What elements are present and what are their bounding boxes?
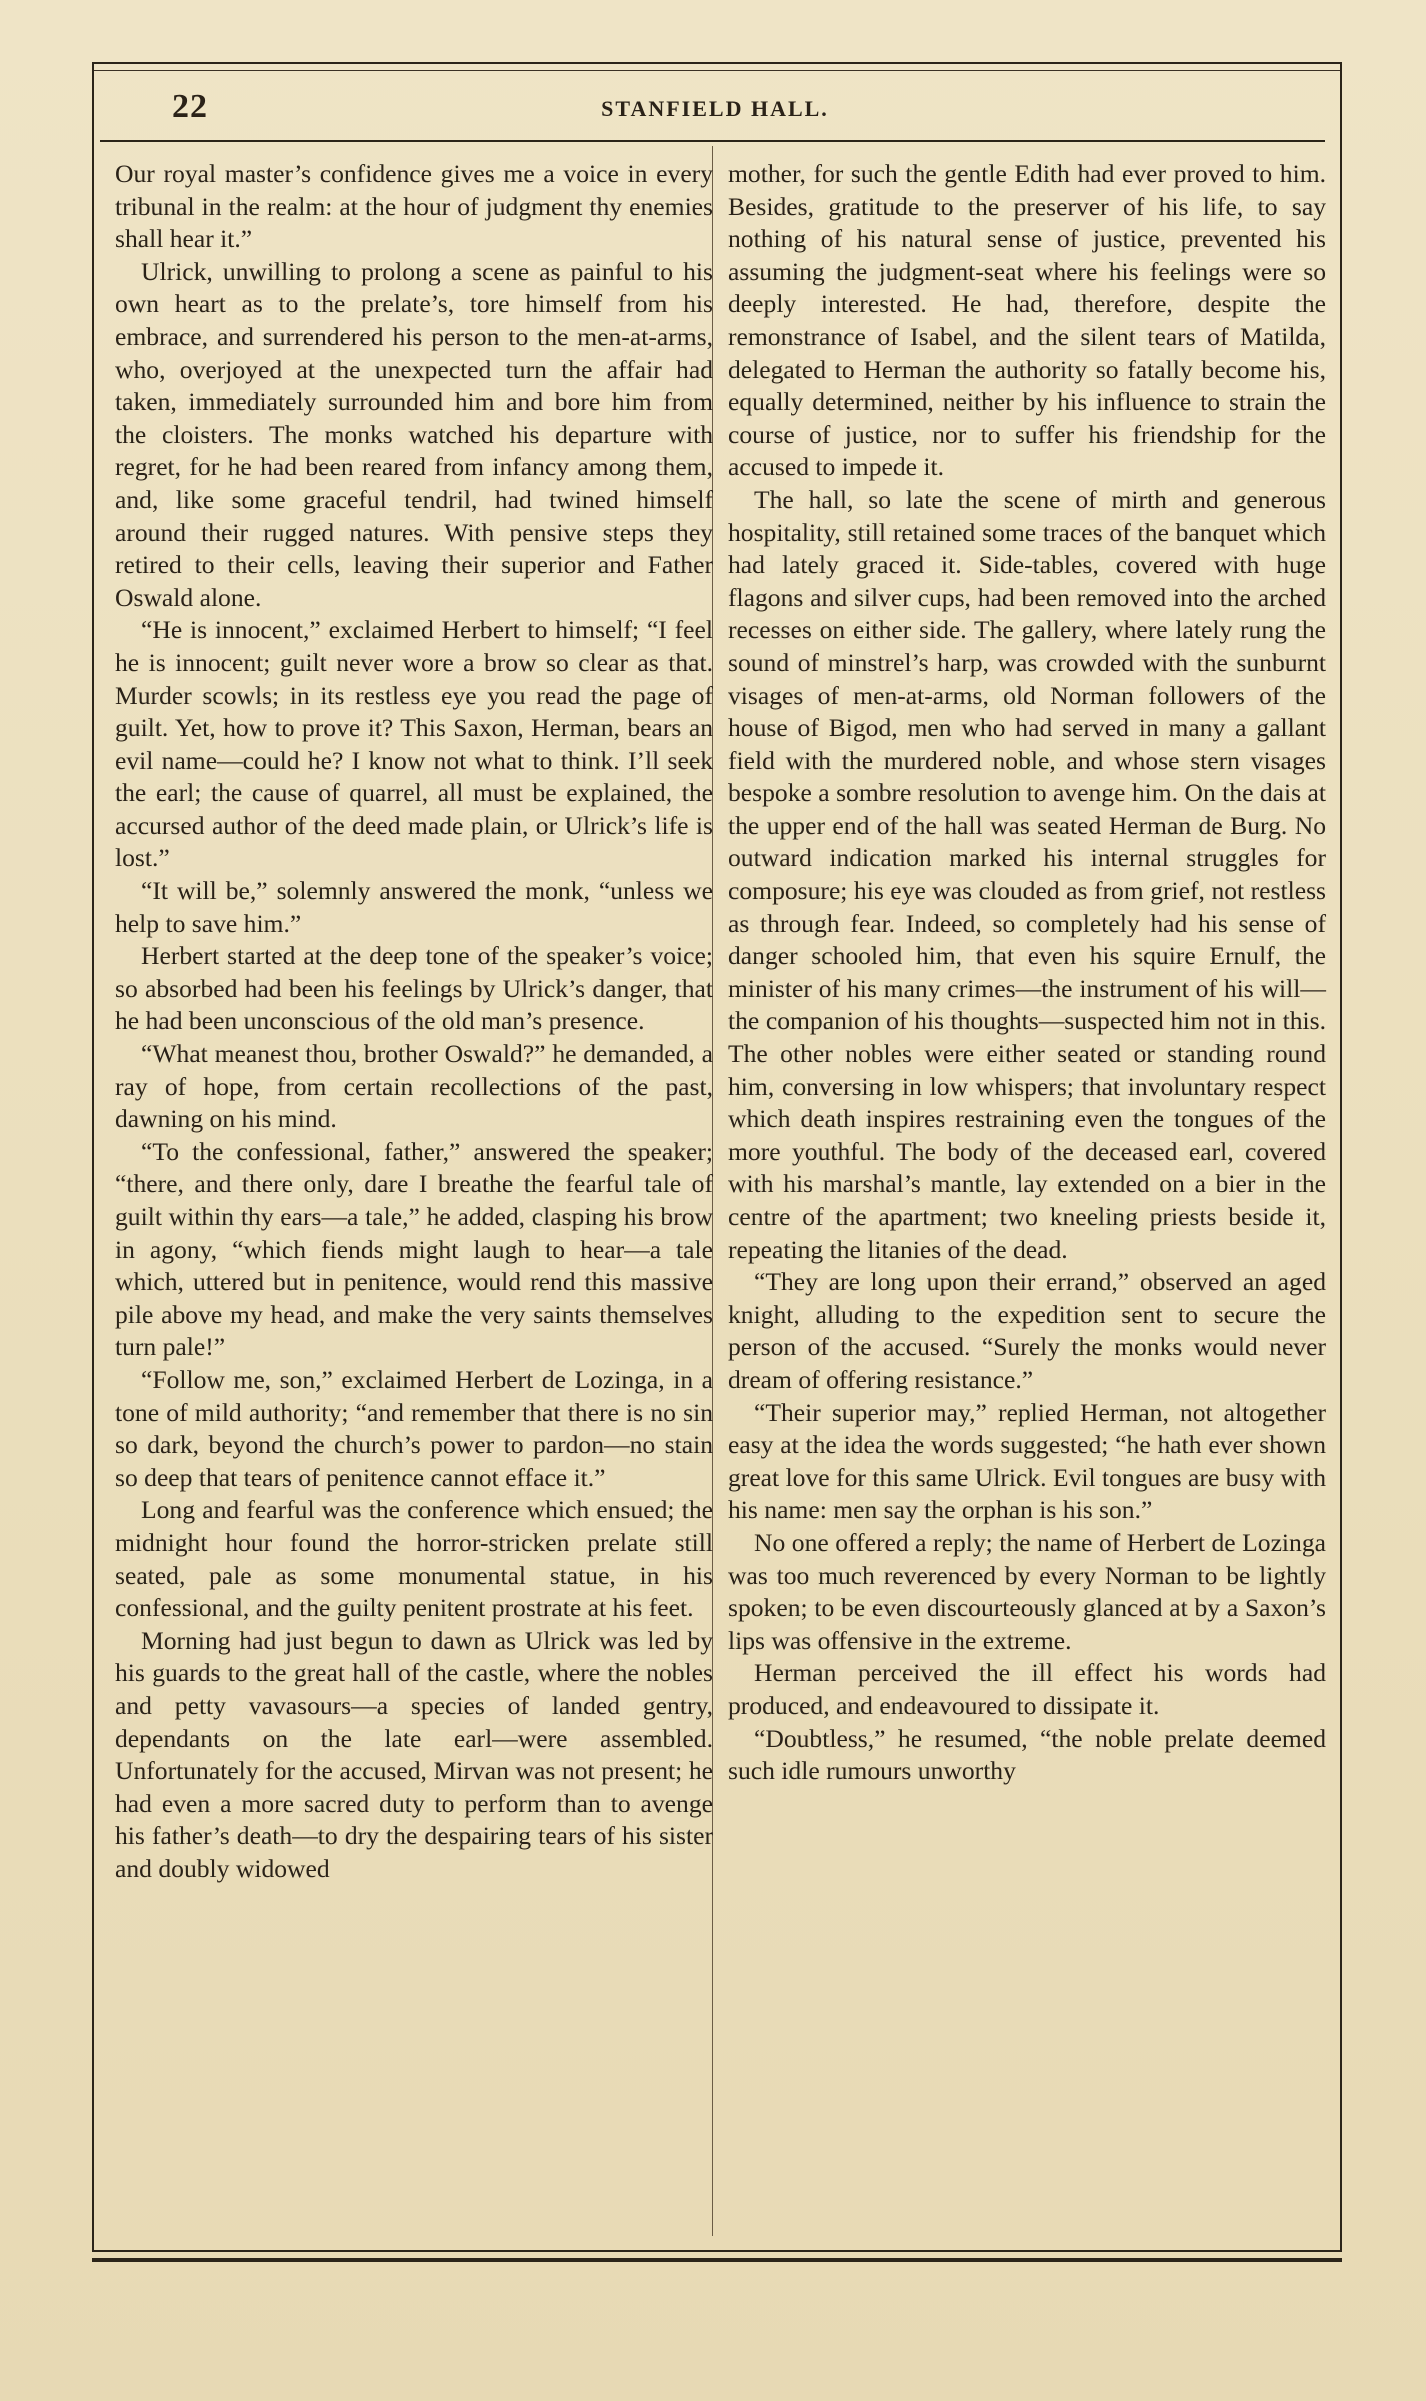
paragraph: Herman perceived the ill effect his words had produced, and endeavoured to dissipate it.: [728, 1658, 1326, 1720]
paragraph: “He is innocent,” exclaimed Herbert to himself; “I feel he is innocent; guilt never wore a brow so clear as that. Murder scowls; in its restless eye you read the page of guilt. Yet, how to prove it? This Saxon, Herman, bears an evil name—could he? I know not what to think. I’ll seek the earl; the cause of quarrel, all must be explained, the accursed author of the deed made plain, or Ulrick’s life is lost.”: [115, 615, 713, 873]
frame-rule-bottom-thick: [92, 2258, 1342, 2262]
paragraph: “Follow me, son,” exclaimed Herbert de Lozinga, in a tone of mild authority; “and remember that there is no sin so dark, beyond the church’s power to pardon—no stain so deep that tears of penitence cannot efface it.”: [115, 1364, 713, 1492]
paragraph: “Their superior may,” replied Herman, not altogether easy at the idea the words suggested; “he hath ever shown great love for this same Ulrick. Evil tongues are busy with his name: men say the orphan is his son.”: [728, 1397, 1326, 1525]
left-column: [115, 158, 713, 1885]
frame-rule-bottom: [92, 2250, 1342, 2252]
paragraph: “Doubtless,” he resumed, “the noble prelate deemed such idle rumours unworthy: [728, 1723, 1326, 1786]
right-column: [728, 158, 1326, 1788]
frame-rule-top: [92, 62, 1342, 64]
paragraph: “To the confessional, father,” answered the speaker; “there, and there only, dare I breathe the fearful tale of guilt within thy ears—a tale,” he added, clasping his brow in agony, “which fiends might laugh to hear—a tale which, uttered but in penitence, would rend this massive pile above my head, and make the very saints themselves turn pale!”: [115, 1136, 713, 1362]
page-number: 22: [172, 88, 208, 125]
paragraph: “What meanest thou, brother Oswald?” he demanded, a ray of hope, from certain recollections of the past, dawning on his mind.: [115, 1039, 713, 1134]
page-header: [110, 88, 1320, 134]
frame-rule-left: [92, 64, 94, 2252]
frame-rule-right: [1340, 64, 1342, 2252]
paragraph: mother, for such the gentle Edith had ever proved to him. Besides, gratitude to the preserver of his life, to say nothing of his natural sense of justice, prevented his assuming the judgment-seat where his feelings were so deeply interested. He had, therefore, despite the remonstrance of Isabel, and the silent tears of Matilda, delegated to Herman the authority so fatally become his, equally determined, neither by his influence to strain the course of justice, nor to suffer his friendship for the accused to impede it.: [728, 159, 1326, 482]
header-rule: [100, 140, 1325, 142]
paragraph: No one offered a reply; the name of Herbert de Lozinga was too much reverenced by every Norman to be lightly spoken; to be even discourteously glanced at by a Saxon’s lips was offensive in the extreme.: [728, 1527, 1326, 1655]
paragraph: Ulrick, unwilling to prolong a scene as painful to his own heart as to the prelate’s, tore himself from his embrace, and surrendered his person to the men-at-arms, who, overjoyed at the unexpected turn the affair had taken, immediately surrounded him and bore him from the cloisters. The monks watched his departure with regret, for he had been reared from infancy among them, and, like some graceful tendril, had twined himself around their rugged natures. With pensive steps they retired to their cells, leaving their superior and Father Oswald alone.: [115, 256, 713, 612]
paragraph: Our royal master’s confidence gives me a voice in every tribunal in the realm: at the hour of judgment thy enemies shall hear it.”: [115, 159, 713, 254]
running-title: STANFIELD HALL.: [601, 96, 829, 121]
paragraph: Herbert started at the deep tone of the speaker’s voice; so absorbed had been his feelings by Ulrick’s danger, that he had been unconscious of the old man’s presence.: [115, 941, 713, 1036]
paragraph: Long and fearful was the conference which ensued; the midnight hour found the horror-stricken prelate still seated, pale as some monumental statue, in his confessional, and the guilty penitent prostrate at his feet.: [115, 1495, 713, 1623]
frame-rule-top-inner: [92, 70, 1342, 71]
paragraph: “It will be,” solemnly answered the monk, “unless we help to save him.”: [115, 876, 713, 938]
paragraph: “They are long upon their errand,” observed an aged knight, alluding to the expedition sent to secure the person of the accused. “Surely the monks would never dream of offering resistance.”: [728, 1267, 1326, 1394]
paragraph: The hall, so late the scene of mirth and generous hospitality, still retained some traces of the banquet which had lately graced it. Side-tables, covered with huge flagons and silver cups, had been removed into the arched recesses on either side. The gallery, where lately rung the sound of minstrel’s harp, was crowded with the sunburnt visages of men-at-arms, old Norman followers of the house of Bigod, men who had served in many a gallant field with the murdered noble, and whose stern visages bespoke a sombre resolution to avenge him. On the dais at the upper end of the hall was seated Herman de Burg. No outward indication marked his internal struggles for composure; his eye was clouded as from grief, not restless as through fear. Indeed, so completely had his sense of danger schooled him, that even his squire Ernulf, the minister of his many crimes—the instrument of his will—the companion of his thoughts—suspected him not in this. The other nobles were either seated or standing round him, conversing in low whispers; that involuntary respect which death inspires restraining even the tongues of the more youthful. The body of the deceased earl, covered with his marshal’s mantle, lay extended on a bier in the centre of the apartment; two kneeling priests beside it, repeating the litanies of the dead.: [728, 484, 1326, 1264]
paragraph: Morning had just begun to dawn as Ulrick was led by his guards to the great hall of the castle, where the nobles and petty vavasours—a species of landed gentry, dependants on the late earl—were assembled. Unfortunately for the accused, Mirvan was not present; he had even a more sacred duty to perform than to avenge his father’s death—to dry the despairing tears of his sister and doubly widowed: [115, 1625, 713, 1883]
